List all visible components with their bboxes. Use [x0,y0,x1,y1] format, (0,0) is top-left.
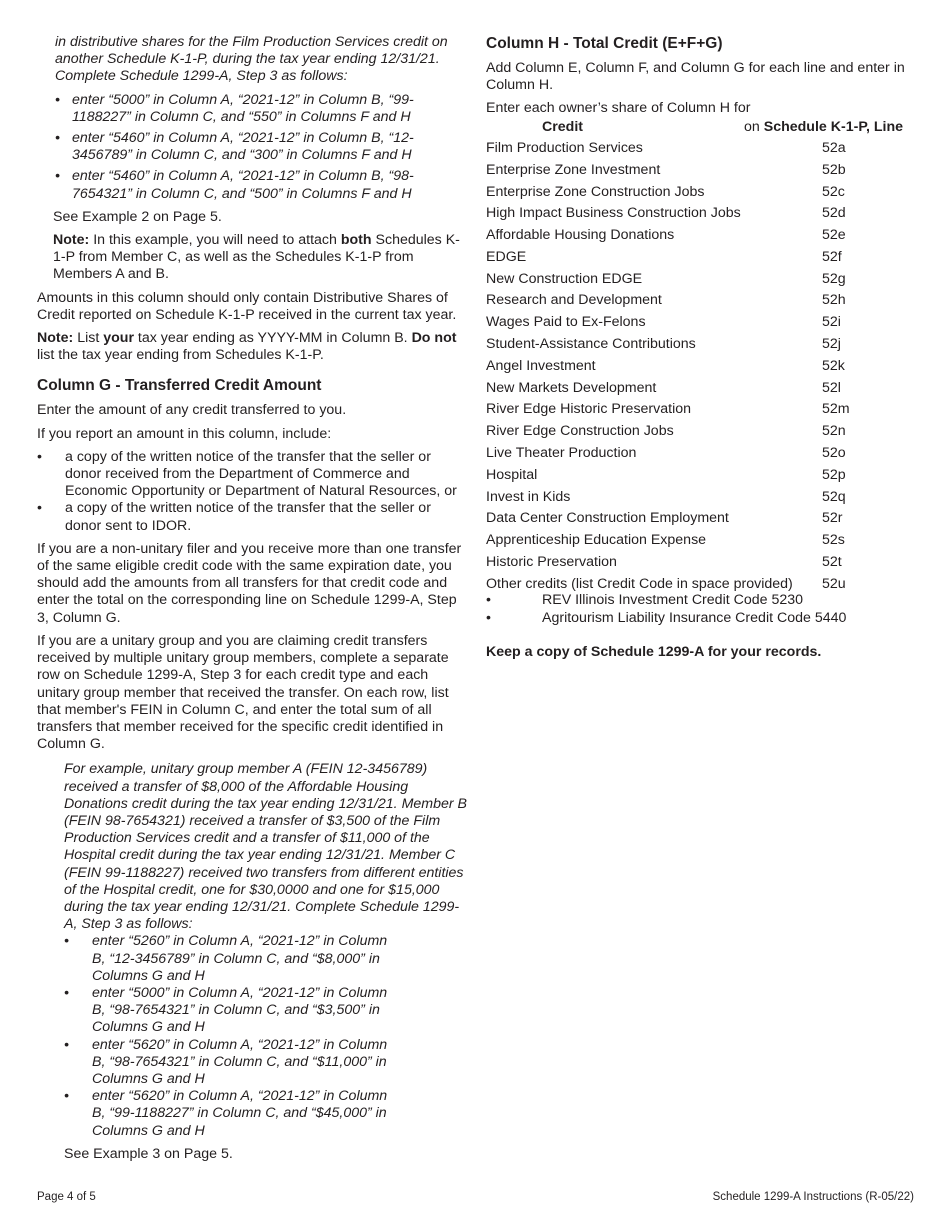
table-row: Live Theater Production 52o [486,445,846,462]
bullet-icon: • [64,933,69,950]
list-item: • enter “5000” in Column A, “2021-12” in Column B, “98-7654321” in Column C, and “$3,500” in Columns G and H [64,984,388,1036]
other-credits-list [486,592,916,626]
table-row: Apprenticeship Education Expense 52s [486,532,845,549]
column-h-paragraph-1: Add Column E, Column F, and Column G for each line and enter in Column H. [486,60,905,94]
list-item: • enter “5620” in Column A, “2021-12” in Column B, “99-1188227” in Column C, and “$45,000” in Columns G and H [64,1088,388,1139]
table-row: New Markets Development 52l [486,379,841,396]
page-number: Page 4 of 5 [37,1191,96,1203]
table-row: Affordable Housing Donations 52e [486,227,846,244]
film-example-bullets [55,92,467,203]
list-item: • REV Illinois Investment Credit Code 5230 [486,592,804,609]
credit-table-header [486,118,916,138]
bullet-icon: • [64,1036,69,1053]
film-example-intro: in distributive shares for the Film Production Services credit on another Schedule K-1-P, during the tax year ending 12/31/21. Complete Schedule 1299-A, Step 3 as follows: [55,34,448,85]
list-item: • enter “5260” in Column A, “2021-12” in Column B, “12-3456789” in Column C, and “$8,000” in Columns G and H [64,933,388,984]
table-row: New Construction EDGE 52g [486,270,846,287]
amounts-paragraph: Amounts in this column should only contain Distributive Shares of Credit reported on Schedule K-1-P received in the current tax year. [37,289,457,323]
unitary-paragraph: If you are a unitary group and you are claiming credit transfers received by multiple unitary group members, complete a separate row on Schedule 1299-A, Step 3 for each credit type and each unitary group member that received the transfer. On each row, list that member's FEIN in Column C, and enter the total sum of all transfers that member received for the specific credit identified in Column G. [37,632,449,753]
note-attach-schedules: Note: In this example, you will need to attach both Schedules K-1-P from Member C, as well as the Schedules K-1-P from Members A and B. [53,232,460,283]
table-row: Data Center Construction Employment 52r [486,510,843,527]
bullet-icon: • [64,984,69,1001]
bullet-icon: • [55,168,60,185]
list-item: • a copy of the written notice of the transfer that the seller or donor received from the Department of Commerce and Economic Opportunity or Department of Natural Resources, or [37,448,457,500]
table-row: Angel Investment 52k [486,357,845,374]
column-h-heading: Column H - Total Credit (E+F+G) [486,35,723,52]
table-row: Student-Assistance Contributions 52j [486,336,841,353]
table-row: Invest in Kids 52q [486,488,846,505]
non-unitary-paragraph: If you are a non-unitary filer and you receive more than one transfer of the same eligible credit code with the same expiration date, you should add the amounts from all transfers for that credit code and enter the total on the corresponding line on Schedule 1299-A, Step 3, Column G. [37,540,462,626]
bullet-icon: • [37,500,42,517]
table-row: EDGE 52f [486,248,842,265]
column-g-paragraph-1: Enter the amount of any credit transferred to you. [37,402,347,419]
bullet-icon: • [55,130,60,147]
table-row: River Edge Construction Jobs 52n [486,423,846,440]
credit-table [486,138,916,596]
column-h-paragraph-2: Enter each owner’s share of Column H for [486,100,751,117]
table-row: River Edge Historic Preservation 52m [486,401,850,418]
column-g-heading: Column G - Transferred Credit Amount [37,377,322,395]
see-example-2: See Example 2 on Page 5. [53,208,222,225]
list-item: • enter “5460” in Column A, “2021-12” in Column B, “98-7654321” in Column C, and “500” in Columns F and H [55,168,414,202]
list-item: • enter “5460” in Column A, “2021-12” in Column B, “12-3456789” in Column C, and “300” in Columns F and H [55,130,414,164]
bullet-icon: • [37,448,42,465]
left-column [37,34,467,1169]
bullet-icon: • [55,91,60,108]
unitary-example-block [37,761,467,1163]
table-row: Research and Development 52h [486,292,846,309]
form-identifier: Schedule 1299-A Instructions (R-05/22) [712,1191,914,1203]
unitary-example-bullets [64,933,467,1139]
table-row: Film Production Services 52a [486,139,846,156]
bullet-icon: • [486,592,491,609]
column-g-paragraph-2: If you report an amount in this column, include: [37,425,332,442]
table-row: Enterprise Zone Investment 52b [486,161,846,178]
list-item: • a copy of the written notice of the transfer that the seller or donor sent to IDOR. [37,500,431,534]
table-row: High Impact Business Construction Jobs 52d [486,205,846,222]
column-g-bullets [37,449,467,535]
list-item: • enter “5620” in Column A, “2021-12” in Column B, “98-7654321” in Column C, and “$11,000” in Columns G and H [64,1036,388,1087]
table-row: Hospital 52p [486,466,846,483]
table-row: Wages Paid to Ex-Felons 52i [486,314,841,331]
note-tax-year: Note: List your tax year ending as YYYY-MM in Column B. Do not list the tax year ending from Schedules K-1-P. [37,330,457,364]
see-example-3: See Example 3 on Page 5. [64,1145,233,1162]
line-column-header: on Schedule K-1-P, Line [744,119,904,135]
table-row: Historic Preservation 52t [486,554,842,571]
table-row: Enterprise Zone Construction Jobs 52c [486,183,845,200]
right-column [486,34,916,667]
table-row-other-credits: Other credits (list Credit Code in space provided) 52u [486,575,846,592]
unitary-example-intro: For example, unitary group member A (FEIN 12-3456789) received a transfer of $8,000 of the Affordable Housing Donations credit during the tax year ending 12/31/21. Member B (FEIN 98-7654321) received a transfer of $3,500 of the Film Production Services credit and a transfer of $11,000 of the Hospital credit during the tax year ending 12/31/21. Member C (FEIN 99-1188227) received two transfers from different entities of the Hospital credit, one for $30,0000 and one for $15,000 during the tax year ending 12/31/21. Complete Schedule 1299-A, Step 3 as follows: [64,761,468,933]
list-item: • Agritourism Liability Insurance Credit Code 5440 [486,609,847,626]
bullet-icon: • [486,609,491,626]
film-example-block [37,34,467,203]
bullet-icon: • [64,1088,69,1105]
list-item: • enter “5000” in Column A, “2021-12” in Column B, “99-1188227” in Column C, and “550” in Columns F and H [55,91,414,125]
credit-column-header: Credit [542,119,583,135]
keep-copy-note: Keep a copy of Schedule 1299-A for your records. [486,643,822,660]
